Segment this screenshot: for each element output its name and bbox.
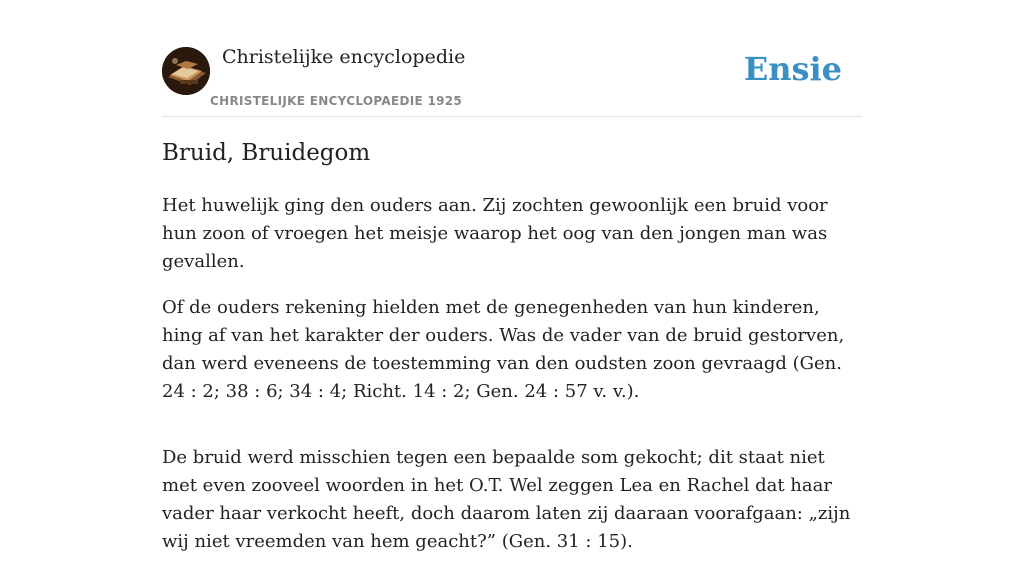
article-body <box>162 192 864 574</box>
publication-title[interactable]: Christelijke encyclopedie <box>222 46 466 68</box>
book-photo-graphic <box>162 47 210 95</box>
book-photo-icon[interactable] <box>162 47 210 95</box>
article-title: Bruid, Bruidegom <box>162 140 371 166</box>
article-paragraph: Of de ouders rekening hielden met de genegenheden van hun kinderen, hing af van het karakter der ouders. Was de vader van de bruid gestorven, dan werd eveneens de toestemming van den oudsten zoon gevraagd (Gen. 24 : 2; 38 : 6; 34 : 4; Richt. 14 : 2; Gen. 24 : 57 v. v.). <box>162 297 845 402</box>
header <box>162 0 862 117</box>
page <box>162 0 864 552</box>
article-paragraph: De bruid werd misschien tegen een bepaalde som gekocht; dit staat niet met even zooveel woorden in het O.T. Wel zeggen Lea en Rachel dat haar vader haar verkocht heeft, doch daarom laten zij daaraan voorafgaan: „zijn wij niet vreemden van hem geacht?” (Gen. 31 : 15). <box>162 447 851 552</box>
publication-subtitle: CHRISTELIJKE ENCYCLOPAEDIE 1925 <box>210 94 463 108</box>
brand-logo-link[interactable]: Ensie <box>743 50 842 88</box>
article-paragraph: Het huwelijk ging den ouders aan. Zij zochten gewoonlijk een bruid voor hun zoon of vroegen het meisje waarop het oog van den jongen man was gevallen. <box>162 195 828 272</box>
